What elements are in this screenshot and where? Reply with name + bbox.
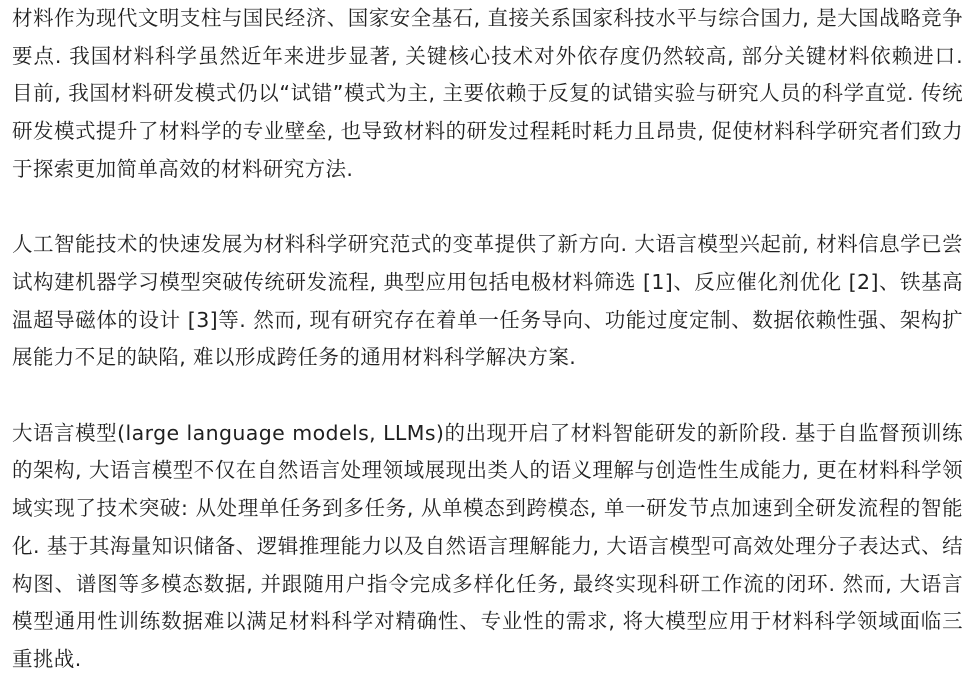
paragraph-intro: 材料作为现代文明支柱与国民经济、国家安全基石, 直接关系国家科技水平与综合国力, 是大国战略竞争要点. 我国材料科学虽然近年来进步显著, 关键核心技术对外依存度仍然较高, 部分关键材料依赖进口. 目前, 我国材料研发模式仍以“试错”模式为主, 主要依赖于反复的试错实验与研究人员的科学直觉. 传统研发模式提升了材料学的专业壁垒, 也导致材料的研发过程耗时耗力且昂贵, 促使材料科学研究者们致力于探索更加简单高效的材料研究方法. — [12, 6, 963, 181]
paragraph-ai-development: 人工智能技术的快速发展为材料科学研究范式的变革提供了新方向. 大语言模型兴起前, 材料信息学已尝试构建机器学习模型突破传统研发流程, 典型应用包括电极材料筛选 [1]、反应催化剂优化 [2]、铁基高温超导磁体的设计 [3]等. 然而, 现有研究存在着单一任务导向、功能过度定制、数据依赖性强、架构扩展能力不足的缺陷, 难以形成跨任务的通用材料科学解决方案. — [12, 232, 963, 370]
paragraph-llm: 大语言模型(large language models, LLMs)的出现开启了材料智能研发的新阶段. 基于自监督预训练的架构, 大语言模型不仅在自然语言处理领域展现出类人的语义理解与创造性生成能力, 更在材料科学领域实现了技术突破: 从处理单任务到多任务, 从单模态到跨模态, 单一研发节点加速到全研发流程的智能化. 基于其海量知识储备、逻辑推理能力以及自然语言理解能力, 大语言模型可高效处理分子表达式、结构图、谱图等多模态数据, 并跟随用户指令完成多样化任务, 最终实现科研工作流的闭环. 然而, 大语言模型通用性训练数据难以满足材料科学对精确性、专业性的需求, 将大模型应用于材料科学领域面临三重挑战. — [12, 420, 963, 671]
